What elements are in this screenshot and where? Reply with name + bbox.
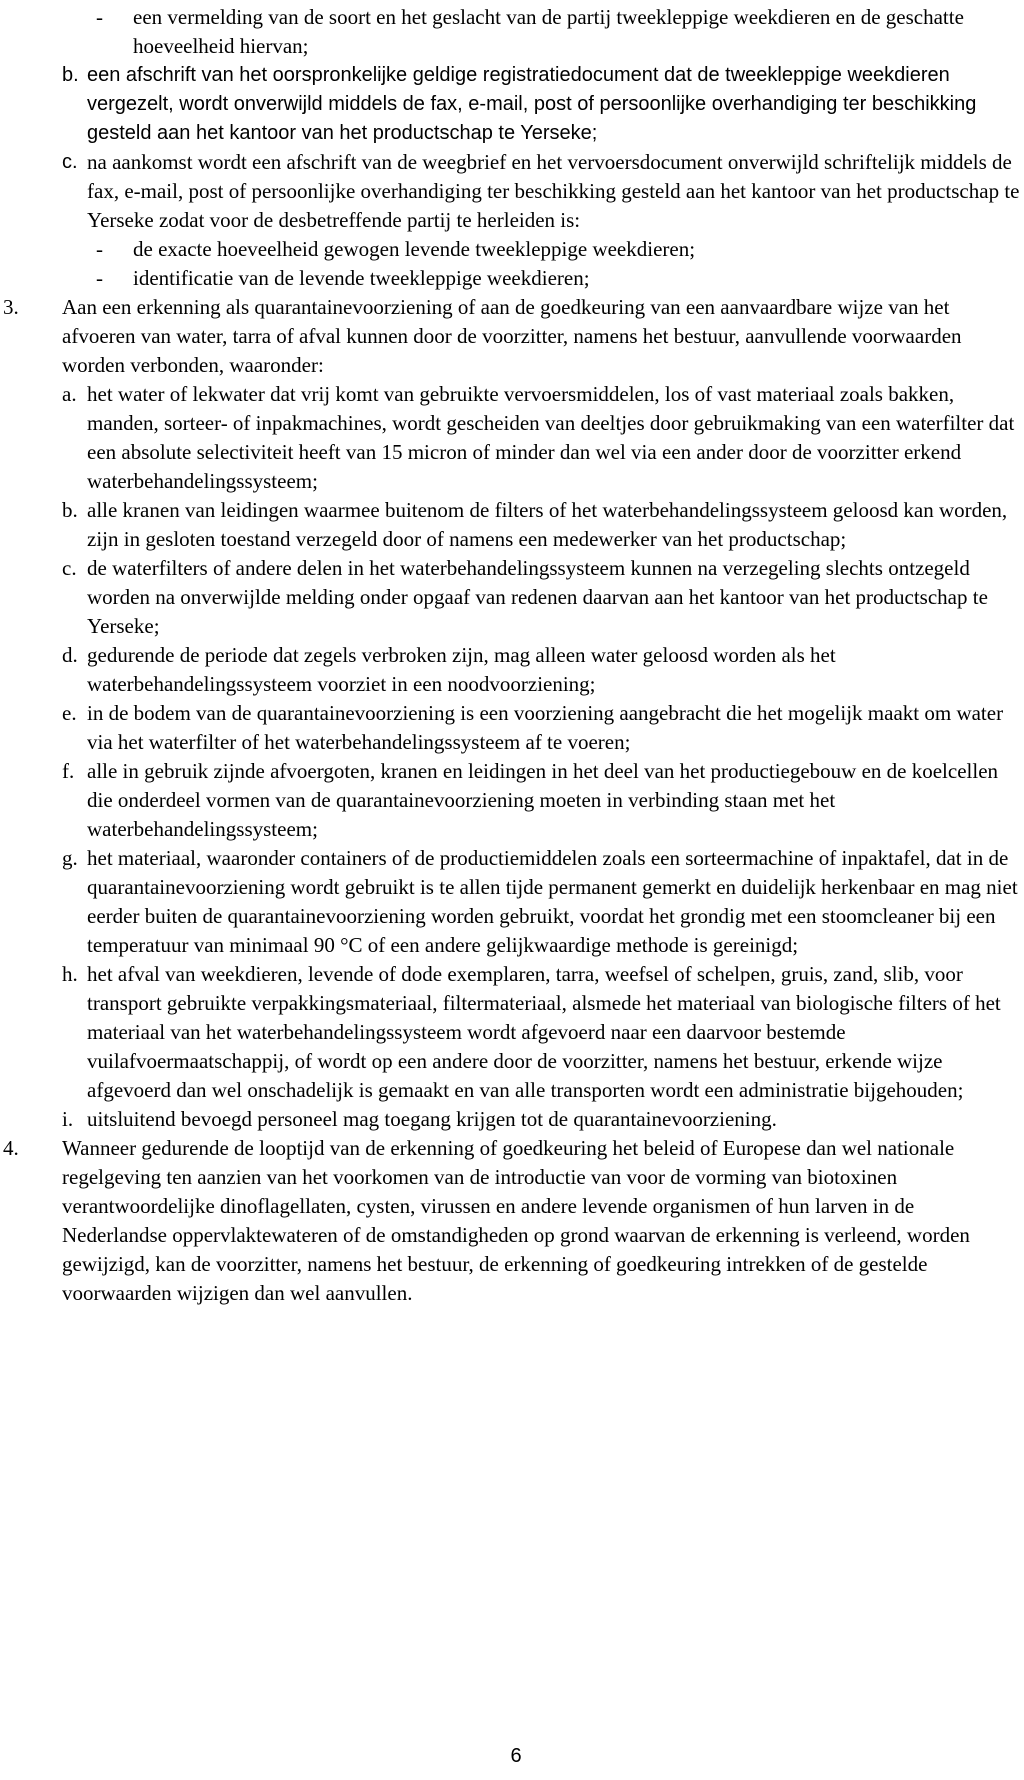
subitem-list [0, 380, 1024, 1134]
document-body [0, 3, 1024, 1308]
subitem [0, 960, 1020, 1105]
subitem-marker: g. [62, 846, 78, 870]
subitem-c [0, 148, 1020, 235]
list-item-text: een vermelding van de soort en het geslacht van de partij tweekleppige weekdieren en de geschatte hoeveelheid hiervan; [133, 5, 964, 58]
subitem-marker: c. [62, 556, 77, 580]
subitem-marker: a. [62, 382, 77, 406]
list-item [0, 264, 1020, 293]
subitem [0, 757, 1020, 844]
subitem-marker: b. [62, 64, 79, 86]
subitem-text: het water of lekwater dat vrij komt van gebruikte vervoersmiddelen, los of vast materiaal zoals bakken, manden, sorteer- of inpakmachines, wordt gescheiden van deeltjes door gebruikmaking van een waterfilter dat een absolute selectiviteit heeft van 15 micron of minder dan wel via een ander door de voorzitter erkend waterbehandelingssysteem; [87, 382, 1015, 493]
subitem [0, 380, 1020, 496]
subitem-text: het materiaal, waaronder containers of de productiemiddelen zoals een sorteermachine of inpaktafel, dat in de quarantainevoorziening wordt gebruikt is te allen tijde permanent gemerkt en duidelijk herkenbaar en mag niet eerder buiten de quarantainevoorziening worden gebruikt, voordat het grondig met een stoomcleaner bij een temperatuur van minimaal 90 °C of een andere gelijkwaardige methode is gereinigd; [87, 846, 1018, 957]
item-text: Wanneer gedurende de looptijd van de erkenning of goedkeuring het beleid of Europese dan wel nationale regelgeving ten aanzien van het voorkomen van de introductie van voor de vorming van biotoxinen verantwoordelijke dinoflagellaten, cysten, virussen en andere levende organismen of hun larven in de Nederlandse oppervlaktewateren of de omstandigheden op grond waarvan de erkenning is verleend, worden gewijzigd, kan de voorzitter, namens het bestuur, de erkenning of goedkeuring intrekken of de gestelde voorwaarden wijzigen dan wel aanvullen. [62, 1136, 970, 1305]
subitem-text: gedurende de periode dat zegels verbroken zijn, mag alleen water geloosd worden als het waterbehandelingssysteem voorziet in een noodvoorziening; [87, 643, 836, 696]
subitem-marker: h. [62, 962, 78, 986]
list-item [0, 3, 1020, 61]
subitem [0, 844, 1020, 960]
list-item [0, 235, 1020, 264]
list-marker: - [96, 237, 103, 261]
list-marker: - [96, 266, 103, 290]
item-number: 3. [3, 295, 19, 319]
subitem-text: een afschrift van het oorspronkelijke geldige registratiedocument dat de tweekleppige weekdieren vergezelt, wordt onverwijld middels de fax, e-mail, post of persoonlijke overhandiging ter beschikking gesteld aan het kantoor van het productschap te Yerseke; [87, 64, 977, 144]
subitem [0, 641, 1020, 699]
subitem-marker: d. [62, 643, 78, 667]
subitem-marker: e. [62, 701, 77, 725]
list-item-text: identificatie van de levende tweekleppige weekdieren; [133, 266, 590, 290]
subitem-text: na aankomst wordt een afschrift van de weegbrief en het vervoersdocument onverwijld schriftelijk middels de fax, e-mail, post of persoonlijke overhandiging ter beschikking gesteld aan het kantoor van het productschap te Yerseke zodat voor de desbetreffende partij te herleiden is: [87, 150, 1020, 232]
subitem-marker: i. [62, 1107, 74, 1131]
subitem [0, 554, 1020, 641]
subitem-text: alle kranen van leidingen waarmee buitenom de filters of het waterbehandelingssysteem geloosd kan worden, zijn in gesloten toestand verzegeld door of namens een medewerker van het productschap; [87, 498, 1008, 551]
subitem-marker: c. [62, 151, 78, 173]
item-number: 4. [3, 1136, 19, 1160]
subitem-text: de waterfilters of andere delen in het waterbehandelingssysteem kunnen na verzegeling slechts ontzegeld worden na onverwijlde melding onder opgaaf van redenen daarvan aan het kantoor van het productschap te Yerseke; [87, 556, 988, 638]
article-item-4 [0, 1134, 1020, 1308]
list-marker: - [96, 5, 103, 29]
subitem-text: uitsluitend bevoegd personeel mag toegang krijgen tot de quarantainevoorziening. [87, 1107, 777, 1131]
article-item-3 [0, 293, 1020, 380]
page-number: 6 [510, 1745, 522, 1767]
subitem [0, 496, 1020, 554]
subitem-text: het afval van weekdieren, levende of dode exemplaren, tarra, weefsel of schelpen, gruis, zand, slib, voor transport gebruikte verpakkingsmateriaal, filtermateriaal, alsmede het materiaal van biologische filters of het materiaal van het waterbehandelingssysteem wordt afgevoerd naar een daarvoor bestemde vuilafvoermaatschappij, of wordt op een andere door de voorzitter, namens het bestuur, erkende wijze afgevoerd dan wel onschadelijk is gemaakt en van alle transporten wordt een administratie bijgehouden; [87, 962, 1001, 1102]
subitem [0, 1105, 1020, 1134]
subitem-marker: f. [62, 759, 75, 783]
subitem-b [0, 61, 1020, 148]
subitem-text: alle in gebruik zijnde afvoergoten, kranen en leidingen in het deel van het productiegebouw en de koelcellen die onderdeel vormen van de quarantainevoorziening moeten in verbinding staan met het waterbehandelingssysteem; [87, 759, 999, 841]
subitem [0, 699, 1020, 757]
list-item-text: de exacte hoeveelheid gewogen levende tweekleppige weekdieren; [133, 237, 696, 261]
item-text: Aan een erkenning als quarantainevoorziening of aan de goedkeuring van een aanvaardbare wijze van het afvoeren van water, tarra of afval kunnen door de voorzitter, namens het bestuur, aanvullende voorwaarden worden verbonden, waaronder: [62, 295, 962, 377]
subitem-marker: b. [62, 498, 78, 522]
subitem-text: in de bodem van de quarantainevoorziening is een voorziening aangebracht die het mogelijk maakt om water via het waterfilter of het waterbehandelingssysteem af te voeren; [87, 701, 1004, 754]
